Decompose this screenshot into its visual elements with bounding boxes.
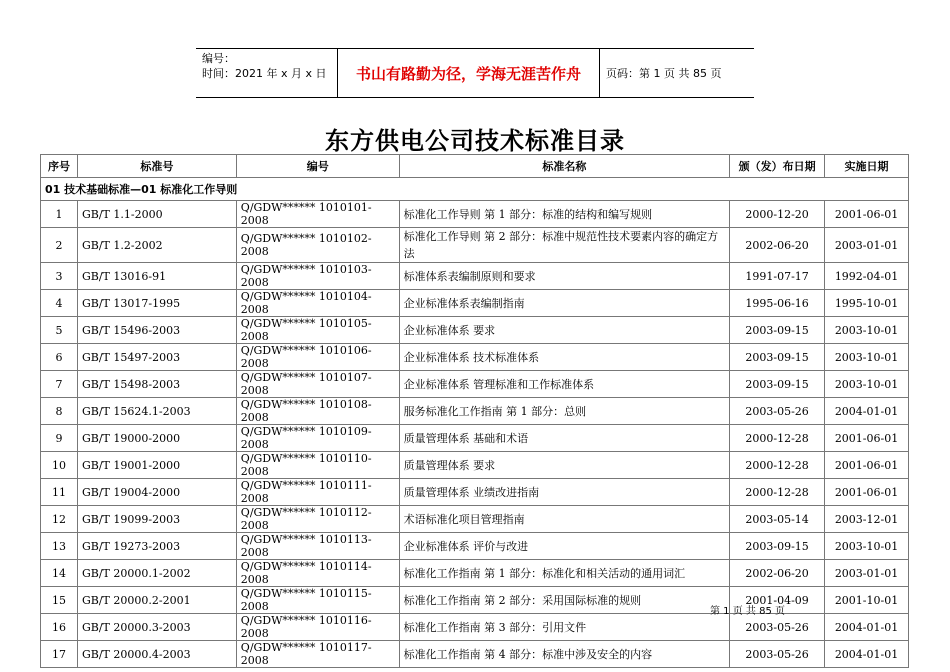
table-row — [41, 641, 909, 668]
cell-seq: 12 — [41, 506, 78, 533]
col-header-name: 标准名称 — [399, 155, 729, 178]
cell-issue-date: 2003-05-26 — [730, 641, 825, 668]
cell-effective-date: 2001-06-01 — [825, 452, 909, 479]
cell-seq: 4 — [41, 290, 78, 317]
table-row — [41, 479, 909, 506]
cell-issue-date: 2000-12-28 — [730, 425, 825, 452]
cell-standard-no: GB/T 15498-2003 — [77, 371, 236, 398]
table-row — [41, 506, 909, 533]
cell-effective-date: 1992-04-01 — [825, 263, 909, 290]
cell-issue-date: 1991-07-17 — [730, 263, 825, 290]
cell-standard-no: GB/T 20000.2-2001 — [77, 587, 236, 614]
cell-code: Q/GDW****** 1010109-2008 — [236, 425, 399, 452]
cell-standard-no: GB/T 15497-2003 — [77, 344, 236, 371]
cell-issue-date: 2000-12-28 — [730, 479, 825, 506]
cell-name: 质量管理体系 基础和术语 — [399, 425, 729, 452]
table-row — [41, 317, 909, 344]
cell-effective-date: 2003-10-01 — [825, 533, 909, 560]
cell-issue-date: 2003-09-15 — [730, 344, 825, 371]
cell-name: 企业标准体系 评价与改进 — [399, 533, 729, 560]
cell-effective-date: 2003-01-01 — [825, 560, 909, 587]
page-header — [196, 48, 754, 98]
cell-effective-date: 2003-10-01 — [825, 371, 909, 398]
cell-code: Q/GDW****** 1010114-2008 — [236, 560, 399, 587]
cell-issue-date: 2003-05-26 — [730, 614, 825, 641]
cell-seq: 1 — [41, 201, 78, 228]
cell-name: 标准化工作指南 第 4 部分：标准中涉及安全的内容 — [399, 641, 729, 668]
cell-issue-date: 2003-09-15 — [730, 371, 825, 398]
table-row — [41, 452, 909, 479]
cell-name: 企业标准体系 技术标准体系 — [399, 344, 729, 371]
cell-code: Q/GDW****** 1010116-2008 — [236, 614, 399, 641]
cell-code: Q/GDW****** 1010115-2008 — [236, 587, 399, 614]
cell-code: Q/GDW****** 1010105-2008 — [236, 317, 399, 344]
cell-standard-no: GB/T 19001-2000 — [77, 452, 236, 479]
cell-name: 标准化工作指南 第 3 部分：引用文件 — [399, 614, 729, 641]
cell-seq: 13 — [41, 533, 78, 560]
cell-effective-date: 2004-01-01 — [825, 398, 909, 425]
col-header-seq: 序号 — [41, 155, 78, 178]
header-motto: 书山有路勤为径，学海无涯苦作舟 — [338, 49, 600, 97]
number-label: 编号： — [202, 52, 235, 65]
table-row — [41, 614, 909, 641]
col-header-effective-date: 实施日期 — [825, 155, 909, 178]
table-row — [41, 533, 909, 560]
cell-code: Q/GDW****** 1010104-2008 — [236, 290, 399, 317]
section-title: 01 技术基础标准—01 标准化工作导则 — [41, 178, 909, 201]
cell-code: Q/GDW****** 1010117-2008 — [236, 641, 399, 668]
cell-name: 标准体系表编制原则和要求 — [399, 263, 729, 290]
cell-issue-date: 2003-05-26 — [730, 398, 825, 425]
cell-name: 标准化工作指南 第 1 部分：标准化和相关活动的通用词汇 — [399, 560, 729, 587]
cell-standard-no: GB/T 15624.1-2003 — [77, 398, 236, 425]
cell-standard-no: GB/T 13017-1995 — [77, 290, 236, 317]
cell-standard-no: GB/T 19000-2000 — [77, 425, 236, 452]
cell-standard-no: GB/T 19004-2000 — [77, 479, 236, 506]
cell-name: 企业标准体系 管理标准和工作标准体系 — [399, 371, 729, 398]
table-row — [41, 398, 909, 425]
cell-effective-date: 2003-10-01 — [825, 317, 909, 344]
cell-issue-date: 2002-06-20 — [730, 560, 825, 587]
cell-seq: 7 — [41, 371, 78, 398]
section-row — [41, 178, 909, 201]
cell-name: 术语标准化项目管理指南 — [399, 506, 729, 533]
cell-standard-no: GB/T 20000.1-2002 — [77, 560, 236, 587]
table-row — [41, 201, 909, 228]
cell-seq: 3 — [41, 263, 78, 290]
cell-standard-no: GB/T 1.1-2000 — [77, 201, 236, 228]
col-header-standard-no: 标准号 — [77, 155, 236, 178]
cell-effective-date: 2001-06-01 — [825, 479, 909, 506]
cell-effective-date: 2001-06-01 — [825, 425, 909, 452]
cell-seq: 8 — [41, 398, 78, 425]
cell-seq: 16 — [41, 614, 78, 641]
cell-effective-date: 2004-01-01 — [825, 641, 909, 668]
cell-issue-date: 2002-06-20 — [730, 228, 825, 263]
cell-code: Q/GDW****** 1010102-2008 — [236, 228, 399, 263]
cell-name: 标准化工作导则 第 1 部分：标准的结构和编写规则 — [399, 201, 729, 228]
document-title: 东方供电公司技术标准目录 — [325, 127, 625, 155]
cell-name: 标准化工作指南 第 2 部分：采用国际标准的规则 — [399, 587, 729, 614]
cell-standard-no: GB/T 15496-2003 — [77, 317, 236, 344]
cell-effective-date: 2001-10-01 — [825, 587, 909, 614]
cell-name: 标准化工作导则 第 2 部分：标准中规范性技术要素内容的确定方法 — [399, 228, 729, 263]
cell-seq: 2 — [41, 228, 78, 263]
cell-code: Q/GDW****** 1010113-2008 — [236, 533, 399, 560]
header-meta — [196, 49, 338, 97]
col-header-issue-date: 颁（发）布日期 — [730, 155, 825, 178]
table-row — [41, 371, 909, 398]
cell-seq: 14 — [41, 560, 78, 587]
cell-name: 服务标准化工作指南 第 1 部分：总则 — [399, 398, 729, 425]
table-row — [41, 344, 909, 371]
cell-issue-date: 2003-09-15 — [730, 533, 825, 560]
cell-issue-date: 2000-12-20 — [730, 201, 825, 228]
cell-effective-date: 2004-01-01 — [825, 614, 909, 641]
cell-code: Q/GDW****** 1010107-2008 — [236, 371, 399, 398]
table-row — [41, 228, 909, 263]
cell-issue-date: 2000-12-28 — [730, 452, 825, 479]
cell-effective-date: 2003-12-01 — [825, 506, 909, 533]
cell-standard-no: GB/T 19099-2003 — [77, 506, 236, 533]
cell-code: Q/GDW****** 1010111-2008 — [236, 479, 399, 506]
cell-seq: 17 — [41, 641, 78, 668]
time-label: 时间：2021 年 x 月 x 日 — [202, 67, 327, 80]
cell-name: 企业标准体系表编制指南 — [399, 290, 729, 317]
cell-code: Q/GDW****** 1010101-2008 — [236, 201, 399, 228]
cell-code: Q/GDW****** 1010106-2008 — [236, 344, 399, 371]
table-row — [41, 290, 909, 317]
cell-seq: 9 — [41, 425, 78, 452]
standards-table — [40, 154, 909, 668]
cell-code: Q/GDW****** 1010108-2008 — [236, 398, 399, 425]
cell-name: 质量管理体系 业绩改进指南 — [399, 479, 729, 506]
cell-seq: 6 — [41, 344, 78, 371]
page-footer: 第 1 页 共 85 页 — [710, 606, 785, 617]
table-row — [41, 560, 909, 587]
cell-effective-date: 2001-06-01 — [825, 201, 909, 228]
cell-seq: 11 — [41, 479, 78, 506]
table-header-row — [41, 155, 909, 178]
cell-seq: 15 — [41, 587, 78, 614]
cell-standard-no: GB/T 1.2-2002 — [77, 228, 236, 263]
table-row — [41, 425, 909, 452]
cell-issue-date: 2003-09-15 — [730, 317, 825, 344]
cell-effective-date: 1995-10-01 — [825, 290, 909, 317]
table-row — [41, 263, 909, 290]
cell-code: Q/GDW****** 1010110-2008 — [236, 452, 399, 479]
cell-standard-no: GB/T 19273-2003 — [77, 533, 236, 560]
cell-effective-date: 2003-10-01 — [825, 344, 909, 371]
cell-effective-date: 2003-01-01 — [825, 228, 909, 263]
cell-standard-no: GB/T 20000.4-2003 — [77, 641, 236, 668]
col-header-code: 编号 — [236, 155, 399, 178]
cell-name: 质量管理体系 要求 — [399, 452, 729, 479]
cell-seq: 5 — [41, 317, 78, 344]
cell-seq: 10 — [41, 452, 78, 479]
cell-issue-date: 2001-04-09 — [730, 587, 825, 614]
cell-issue-date: 2003-05-14 — [730, 506, 825, 533]
cell-code: Q/GDW****** 1010112-2008 — [236, 506, 399, 533]
header-page-code: 页码：第 1 页 共 85 页 — [606, 67, 722, 80]
cell-code: Q/GDW****** 1010103-2008 — [236, 263, 399, 290]
cell-standard-no: GB/T 13016-91 — [77, 263, 236, 290]
cell-issue-date: 1995-06-16 — [730, 290, 825, 317]
cell-name: 企业标准体系 要求 — [399, 317, 729, 344]
cell-standard-no: GB/T 20000.3-2003 — [77, 614, 236, 641]
